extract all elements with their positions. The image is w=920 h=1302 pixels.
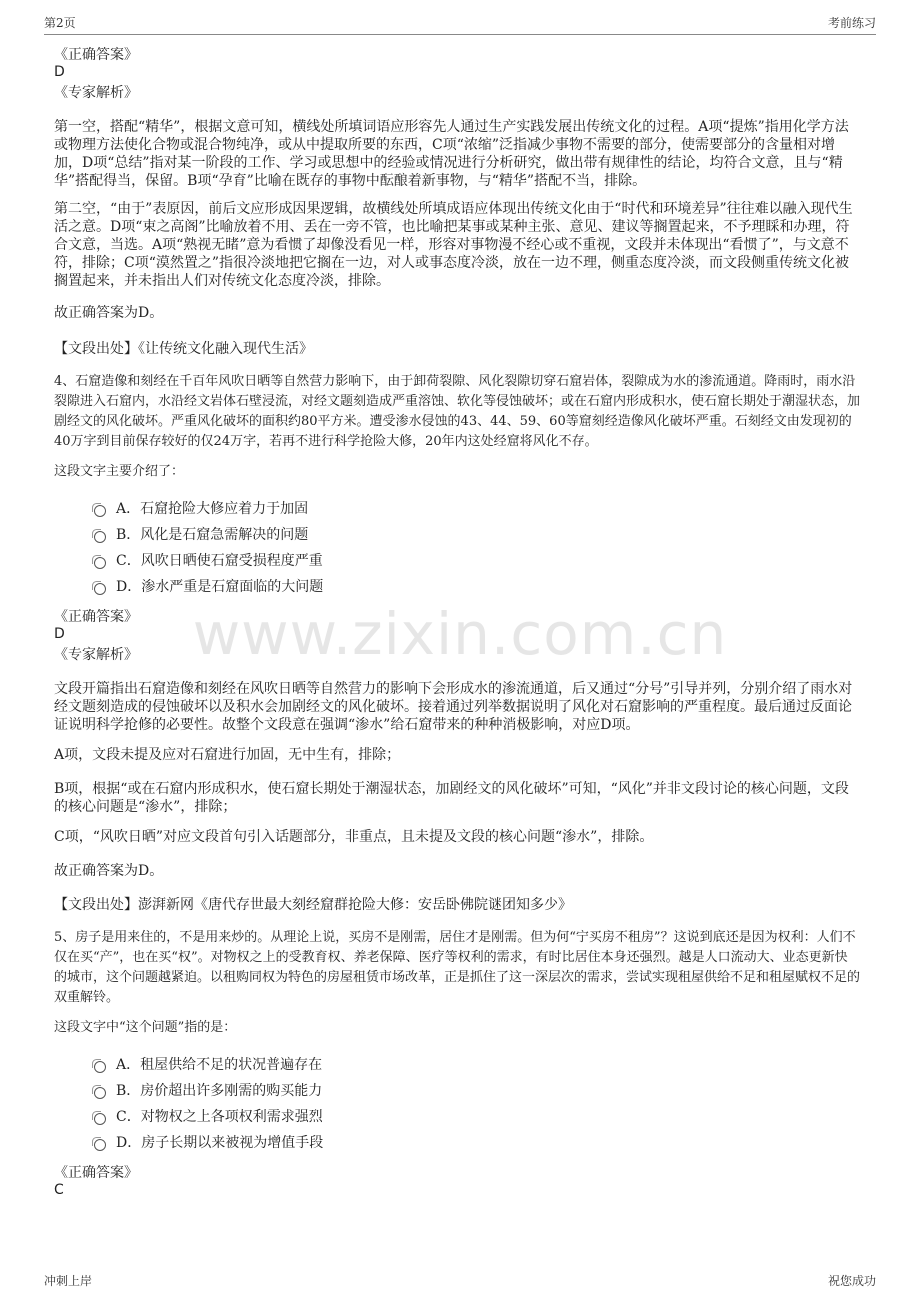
option-text: 风化是石窟急需解决的问题 [140, 527, 309, 543]
option-a[interactable] [94, 500, 308, 518]
option-c[interactable] [94, 1108, 323, 1126]
option-b[interactable] [94, 526, 308, 544]
question-prompt: 这段文字主要介绍了： [54, 464, 185, 479]
radio-icon[interactable] [94, 1139, 106, 1151]
option-key: B． [116, 1083, 141, 1099]
analysis-paragraph: 第一空，搭配“精华”，根据文意可知，横线处所填词语应形容先人通过生产实践发展出传统文化的过程。A项“提炼”指用化学方法或物理方法使化合物或混合物纯净，或从中提取所要的东西，C项“浓缩”泛指减少事物不需要的部分，使需要部分的含量相对增加，D项“总结”指对某一阶段的工作、学习或思想中的经验或情况进行分析研究，做出带有规律性的结论，均符合文意，且与“精华”搭配得当，保留。B项“孕育”比喻在既存的事物中酝酿着新事物，与“精华”搭配不当，排除。 [54, 119, 849, 189]
answer-value: D [54, 64, 65, 80]
radio-icon[interactable] [94, 557, 106, 569]
footer-left: 冲刺上岸 [44, 1274, 93, 1288]
radio-icon[interactable] [94, 505, 106, 517]
analysis-paragraph: A项，文段未提及应对石窟进行加固，无中生有，排除； [54, 747, 401, 763]
answer-value: C [54, 1182, 64, 1198]
option-text: 房子长期以来被视为增值手段 [141, 1135, 324, 1151]
analysis-paragraph: B项，根据“或在石窟内形成积水，使石窟长期处于潮湿状态，加剧经文的风化破坏”可知，“风化”并非文段讨论的核心问题，文段的核心问题是“渗水”，排除； [54, 781, 849, 815]
option-a[interactable] [94, 1056, 322, 1074]
option-key: D． [116, 1135, 142, 1151]
option-text: 石窟抢险大修应着力于加固 [140, 501, 309, 517]
answer-label: 《正确答案》 [54, 47, 138, 63]
option-b[interactable] [94, 1082, 322, 1100]
page-footer [44, 1272, 876, 1289]
option-text: 房价超出许多刚需的购买能力 [140, 1083, 323, 1099]
option-text: 渗水严重是石窟面临的大问题 [141, 579, 324, 595]
analysis-paragraph: C项，“风吹日晒”对应文段首句引入话题部分，非重点，且未提及文段的核心问题“渗水”，排除。 [54, 829, 654, 845]
answer-value: D [54, 626, 65, 642]
answer-label: 《正确答案》 [54, 609, 138, 625]
analysis-label: 《专家解析》 [54, 85, 138, 101]
option-key: A． [116, 501, 141, 517]
option-text: 风吹日晒使石窟受损程度严重 [140, 553, 323, 569]
analysis-paragraph: 第二空，“由于”表原因，前后文应形成因果逻辑，故横线处所填成语应体现出传统文化由于“时代和环境差异”往往难以融入现代生活之意。D项“束之高阁”比喻放着不用、丢在一旁不管，也比喻把某事或某种主张、意见、建议等搁置起来，不予理睬和办理，符合文意，当选。A项“熟视无睹”意为看惯了却像没看见一样，形容对事物漫不经心或不重视，文段并未体现出“看惯了”，与文意不符，排除；C项“漠然置之”指很冷淡地把它搁在一边，对人或事态度冷淡，放在一边不理，侧重态度冷淡，而文段侧重传统文化被搁置起来，并未指出人们对传统文化态度冷淡，排除。 [54, 201, 853, 289]
option-key: D． [116, 579, 142, 595]
analysis-label: 《专家解析》 [54, 647, 138, 663]
source-citation: 【文段出处】《让传统文化融入现代生活》 [54, 341, 313, 357]
analysis-paragraph: 文段开篇指出石窟造像和刻经在风吹日晒等自然营力的影响下会形成水的渗流通道，后又通过“分号”引导并列，分别介绍了雨水对经文题刻造成的侵蚀破坏以及积水会加剧经文的风化破坏。接着通过列举数据说明了风化对石窟影响的严重程度。最后通过反面论证说明科学抢修的必要性。故整个文段意在强调“渗水”给石窟带来的种种消极影响，对应D项。 [54, 681, 853, 733]
option-key: A． [116, 1057, 141, 1073]
page-number: 第2页 [44, 16, 76, 30]
watermark: www.zixin.com.cn [192, 600, 728, 668]
source-citation: 【文段出处】澎湃新网《唐代存世最大刻经窟群抢险大修：安岳卧佛院谜团知多少》 [54, 897, 572, 913]
option-d[interactable] [94, 578, 323, 596]
option-text: 租屋供给不足的状况普遍存在 [140, 1057, 323, 1073]
radio-icon[interactable] [94, 583, 106, 595]
radio-icon[interactable] [94, 531, 106, 543]
option-c[interactable] [94, 552, 323, 570]
question-prompt: 这段文字中“这个问题”指的是： [54, 1020, 237, 1035]
header-title: 考前练习 [827, 16, 876, 30]
radio-icon[interactable] [94, 1113, 106, 1125]
option-d[interactable] [94, 1134, 323, 1152]
question-stem: 4、石窟造像和刻经在千百年风吹日晒等自然营力影响下，由于卸荷裂隙、风化裂隙切穿石窟岩体，裂隙成为水的渗流通道。降雨时，雨水沿裂隙进入石窟内，水沿经文岩体石壁浸流，对经文题刻造成严重溶蚀、软化等侵蚀破坏；或在石窟内形成积水，使石窟长期处于潮湿状态，加剧经文的风化破坏。严重风化破坏的面积约80平方米。遭受渗水侵蚀的43、44、59、60等窟刻经造像风化破坏严重。石刻经文由发现初的40万字到目前保存较好的仅24万字，若再不进行科学抢险大修，20年内这处经窟将风化不存。 [54, 374, 861, 449]
conclusion-text: 故正确答案为D。 [54, 863, 164, 879]
option-key: C． [116, 553, 141, 569]
footer-right: 祝您成功 [827, 1274, 876, 1288]
option-key: B． [116, 527, 141, 543]
page-header [44, 14, 876, 35]
option-text: 对物权之上各项权利需求强烈 [140, 1109, 323, 1125]
answer-label: 《正确答案》 [54, 1165, 138, 1181]
conclusion-text: 故正确答案为D。 [54, 305, 164, 321]
question-stem: 5、房子是用来住的，不是用来炒的。从理论上说，买房不是刚需，居住才是刚需。但为何“宁买房不租房”？这说到底还是因为权利：人们不仅在买“产”，也在买“权”。对物权之上的受教育权、养老保障、医疗等权利的需求，有时比居住本身还强烈。越是人口流动大、业态更新快的城市，这个问题越紧迫。以租购同权为特色的房屋租赁市场改革，正是抓住了这一深层次的需求，尝试实现租屋供给不足和租屋赋权不足的双重解铃。 [54, 930, 861, 1005]
radio-icon[interactable] [94, 1061, 106, 1073]
option-key: C． [116, 1109, 141, 1125]
radio-icon[interactable] [94, 1087, 106, 1099]
